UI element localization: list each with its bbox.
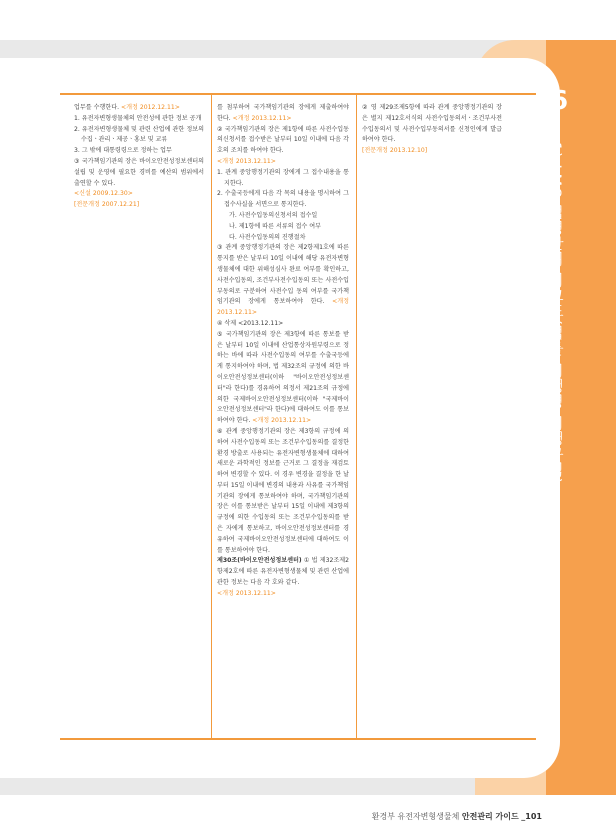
decree-subitem: 다. 사전수입동의의 진행절차 [229,233,306,241]
amendment-tag: <신설 2009.12.30> [74,190,133,198]
decree-subitem: 가. 사전수입동의신청서의 접수일 [229,211,318,219]
law-column [74,95,204,738]
decree-column [217,95,349,738]
rule-column [362,95,502,738]
rule-paragraph: ② 영 제29조제5항에 따라 관계 중앙행정기관의 장은 별지 제12호서식의 사전수입동의서ㆍ조건부사전수입동의서 및 사전수입부동의서를 신청인에게 발급하여야 한다. [362,104,502,144]
decree-paragraph: ④ 삭제 <2013.12.11> [217,319,284,327]
amendment-tag: <개정 2013.12.11> [217,589,276,597]
decree-paragraph: ③ 관계 중앙행정기관의 장은 제2항제1호에 따른 통지를 받은 날부터 10일 이내에 해당 유전자변형생물체에 대한 위해성심사 완료 여부를 확인하고, 사전수입동의, 조건부사전수입동의 또는 사전수입부동의로 구분하여 사전수입 동의 여부를 국가책임기관의 장에게 통보하여야 한다. <개정 2013.12.11> [217,244,349,317]
decree-paragraph: ② 국가책임기관의 장은 제1항에 따른 사전수입동의신청서를 접수받은 날부터 10일 이내에 다음 각 호의 조치를 하여야 한다. [217,125,349,155]
decree-paragraph: ⑤ 국가책임기관의 장은 제3항에 따른 통보를 받은 날부터 10일 이내에 산업통상자원부령으로 정하는 바에 따라 사전수입동의 여부를 수출국등에게 통지하여야 하며, 법 제32조의 규정에 의한 바이오안전성정보센터(이하 "바이오안전성정보센터"라 한다)를 경유하여 의정서 제21조의 규정에 의한 국제바이오안전성정보센터(이하 "국제바이오안전성정보센터"라 한다)에 대하여도 이를 통보하여야 한다. <개정 2013.12.11> [217,330,349,425]
column-divider [356,95,357,738]
column-divider [211,95,212,738]
decree-text: 를 첨부하여 국가책임기관의 장에게 제출하여야 한다. <개정 2013.12.11> [217,104,349,122]
page-footer: 환경부 유전자변형생물체 안전관리 가이드 _101 [371,812,542,821]
chapter-number: 6 [549,86,569,116]
chapter-title: 1) LMO 법령단위 비교표(법률-시행령-시행규칙) [547,142,563,485]
decree-item: 1. 관계 중앙행정기관의 장에게 그 접수내용을 통지한다. [217,168,349,187]
decree-paragraph: ⑥ 관계 중앙행정기관의 장은 제3항의 규정에 의하여 사전수입동의 또는 조건부수입동의를 결정한 환경 방출로 사용되는 유전자변형생물체에 대하여 새로운 과학적인 정보를 근거로 그 결정을 재검토하여 변경할 수 있다. 이 경우 변경을 결정을 한 날부터 15일 이내에 변경의 내용과 사유를 국가책임기관의 장에게 통보하여야 하며, 국가책임기관의 장은 이를 통보받은 날부터 15일 이내에 제3항의 규정에 의한 수입동의 또는 조건부수입동의를 받은 자에게 통보하고, 바이오안전성정보센터를 경유하여 국제바이오안전성정보센터에 대하여도 이를 통보하여야 한다. [217,427,349,554]
law-text: 업무를 수행한다. <개정 2012.12.11> [74,104,180,111]
comparison-table [60,93,536,740]
law-item: 1. 유전자변형생물체의 안전성에 관한 정보 공개 [74,114,202,122]
law-paragraph: ③ 국가책임기관의 장은 바이오안전성정보센터의 설립 및 운영에 필요한 경비를 예산의 범위에서 출연할 수 있다. [74,157,204,187]
amendment-tag: <개정 2013.12.11> [217,157,276,165]
decree-subitem: 나. 제1항에 따른 서류의 접수 여부 [229,222,322,230]
decree-article: 제30조(바이오안전성정보센터) ① 법 제32조제2항제2호에 따른 유전자변형생물체 및 관련 산업에 관한 정보는 다음 각 호와 같다. [217,557,350,587]
law-item: 2. 유전자변형생물체 및 관련 산업에 관한 정보의 수집ㆍ관리ㆍ제공ㆍ홍보 및 교류 [74,125,204,144]
law-item: 3. 그 밖에 대통령령으로 정하는 업무 [74,147,172,155]
decree-item: 2. 수출국등에게 다음 각 목의 내용을 명시하여 그 접수사실을 서면으로 통지한다. [217,190,349,209]
amendment-tag: [전문개정 2007.12.21] [74,201,140,209]
amendment-tag: [전문개정 2013.12.10] [362,147,428,155]
